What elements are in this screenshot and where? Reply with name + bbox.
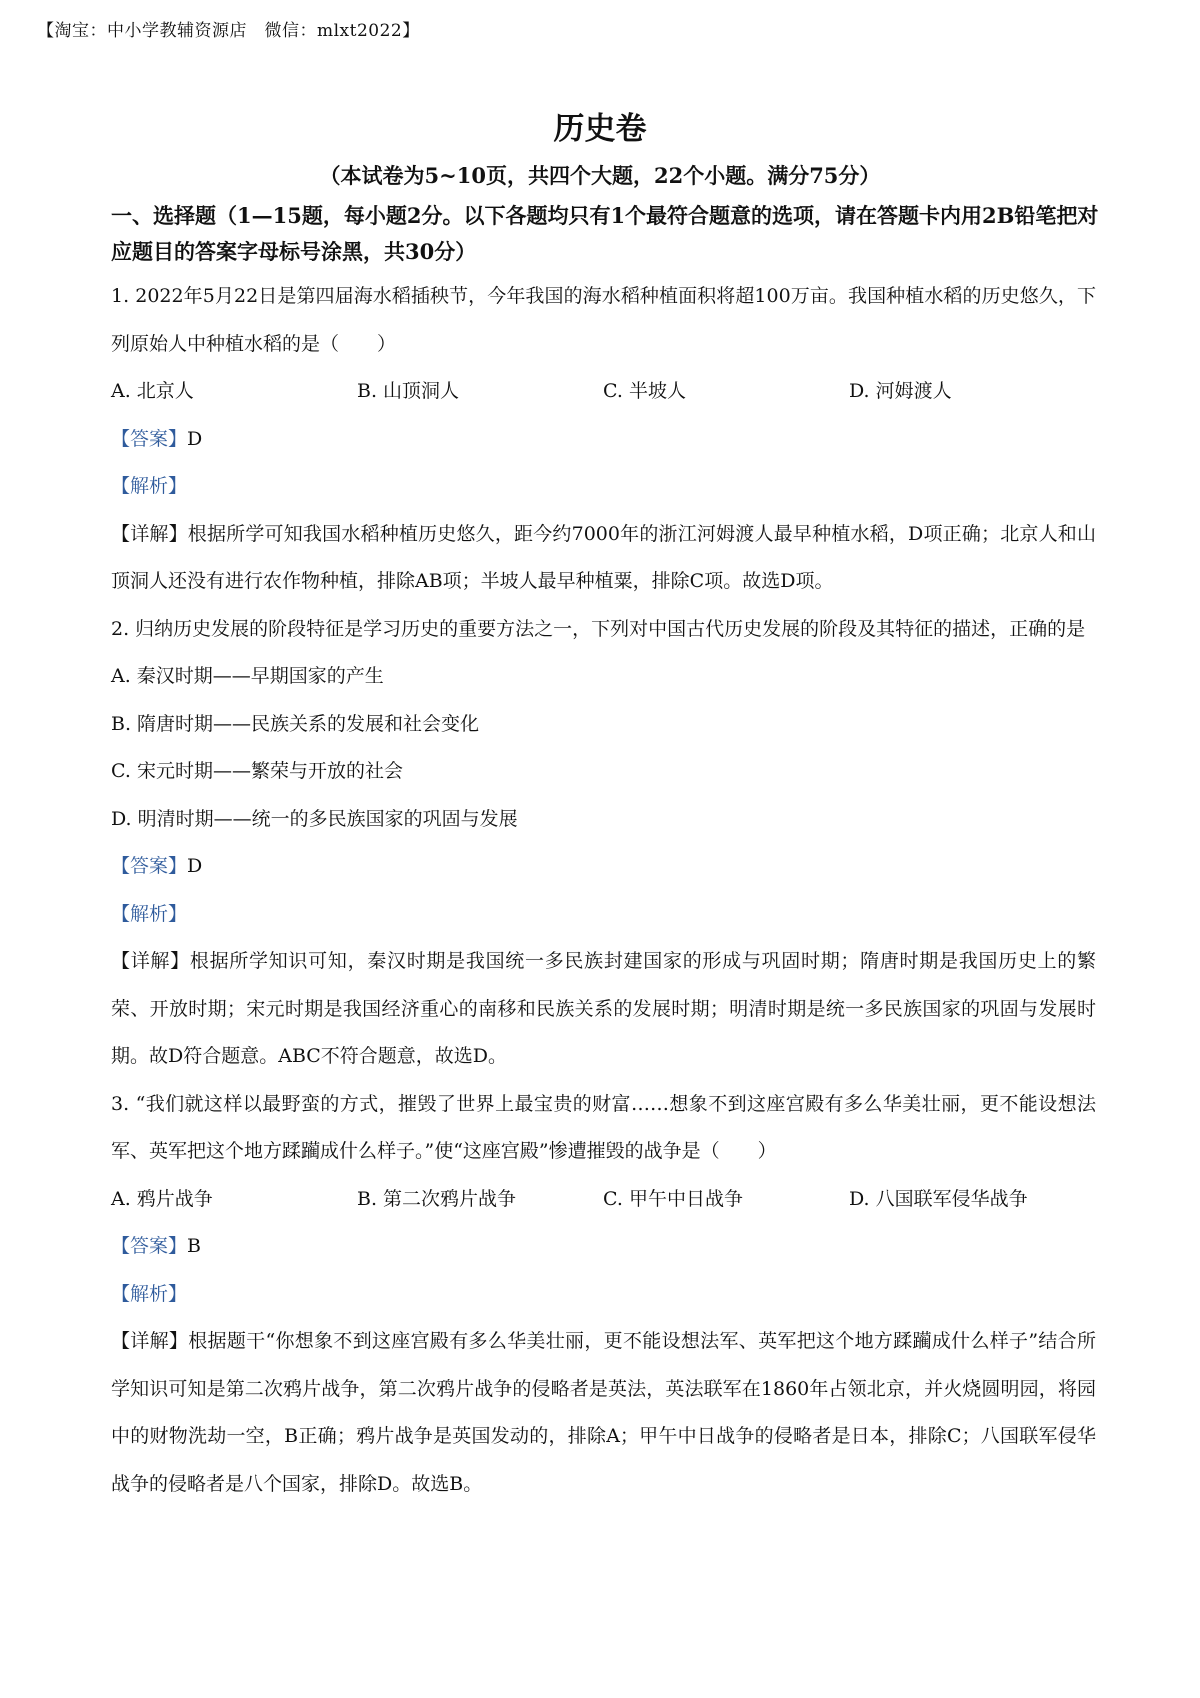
detail-text: 根据所学知识可知，秦汉时期是我国统一多民族封建国家的形成与巩固时期；隋唐时期是我国历史上的繁荣、开放时期；宋元时期是我国经济重心的南移和民族关系的发展时期；明清时期是统一多民族国家的巩固与发展时期。故D符合题意。ABC不符合题意，故选D。 <box>111 950 1096 1067</box>
answer-value: B <box>187 1235 201 1257</box>
question-1 <box>111 273 1096 606</box>
question-stem: 1. 2022年5月22日是第四届海水稻插秧节，今年我国的海水稻种植面积将超100万亩。我国种植水稻的历史悠久，下列原始人中种植水稻的是（ ） <box>111 285 1096 355</box>
option-c: C. 半坡人 <box>603 380 686 402</box>
question-3 <box>111 1081 1096 1509</box>
detail-text: 根据题干“你想象不到这座宫殿有多么华美壮丽，更不能设想法军、英军把这个地方蹂躏成什么样子”结合所学知识可知是第二次鸦片战争，第二次鸦片战争的侵略者是英法，英法联军在1860年占领北京，并火烧圆明园，将园中的财物洗劫一空，B正确；鸦片战争是英国发动的，排除A；甲午中日战争的侵略者是日本，排除C；八国联军侵华战争的侵略者是八个国家，排除D。故选B。 <box>111 1330 1096 1495</box>
option-b: B. 隋唐时期——民族关系的发展和社会变化 <box>111 712 480 735</box>
answer-value: D <box>187 855 203 877</box>
option-b: B. 第二次鸦片战争 <box>357 1187 517 1210</box>
analysis-line <box>111 891 1096 939</box>
detail-label: 【详解】 <box>111 522 188 545</box>
answer-label: 【答案】 <box>111 1235 188 1257</box>
header-note: 【淘宝：中小学教辅资源店 微信：mlxt2022】 <box>37 21 420 41</box>
question-2 <box>111 606 1096 1081</box>
option-d: D. 八国联军侵华战争 <box>849 1187 1028 1210</box>
option-row <box>111 368 1096 416</box>
answer-label: 【答案】 <box>111 427 188 450</box>
answer-label: 【答案】 <box>111 855 188 877</box>
analysis-label: 【解析】 <box>111 475 188 497</box>
answer-line <box>111 1223 1096 1271</box>
option-c: C. 宋元时期——繁荣与开放的社会 <box>111 760 403 782</box>
detail-paragraph <box>111 1318 1096 1508</box>
option-a: A. 秦汉时期——早期国家的产生 <box>111 665 384 687</box>
option-row <box>111 1176 1096 1224</box>
detail-text: 根据所学可知我国水稻种植历史悠久，距今约7000年的浙江河姆渡人最早种植水稻，D项正确；北京人和山顶洞人还没有进行农作物种植，排除AB项；半坡人最早种植粟，排除C项。故选D项。 <box>111 522 1096 592</box>
section-heading: 一、选择题（1—15题，每小题2分。以下各题均只有1个最符合题意的选项，请在答题卡内用2B铅笔把对应题目的答案字母标号涂黑，共30分） <box>111 203 1099 264</box>
detail-paragraph <box>111 938 1096 1081</box>
analysis-line <box>111 463 1096 511</box>
option-c: C. 甲午中日战争 <box>603 1187 743 1210</box>
analysis-label: 【解析】 <box>111 902 188 925</box>
question-stem: 3. “我们就这样以最野蛮的方式，摧毁了世界上最宝贵的财富……想象不到这座宫殿有多么华美壮丽，更不能设想法军、英军把这个地方蹂躏成什么样子。”使“这座宫殿”惨遭摧毁的战争是（ ） <box>111 1092 1096 1162</box>
option-a: A. 北京人 <box>111 380 194 402</box>
detail-label: 【详解】 <box>111 1330 189 1352</box>
option-b: B. 山顶洞人 <box>357 380 460 402</box>
option-d: D. 河姆渡人 <box>849 380 952 402</box>
detail-paragraph <box>111 511 1096 606</box>
detail-label: 【详解】 <box>111 950 190 972</box>
answer-line <box>111 843 1096 891</box>
page-title: 历史卷 <box>553 111 647 147</box>
page-subtitle: （本试卷为5~10页，共四个大题，22个小题。满分75分） <box>319 163 881 188</box>
question-list <box>111 273 1096 1508</box>
analysis-line <box>111 1271 1096 1319</box>
option-a: A. 鸦片战争 <box>111 1187 213 1210</box>
analysis-label: 【解析】 <box>111 1282 188 1305</box>
option-d: D. 明清时期——统一的多民族国家的巩固与发展 <box>111 807 518 830</box>
answer-line <box>111 416 1096 464</box>
answer-value: D <box>187 427 203 450</box>
question-stem: 2. 归纳历史发展的阶段特征是学习历史的重要方法之一，下列对中国古代历史发展的阶段及其特征的描述，正确的是 <box>111 617 1086 640</box>
